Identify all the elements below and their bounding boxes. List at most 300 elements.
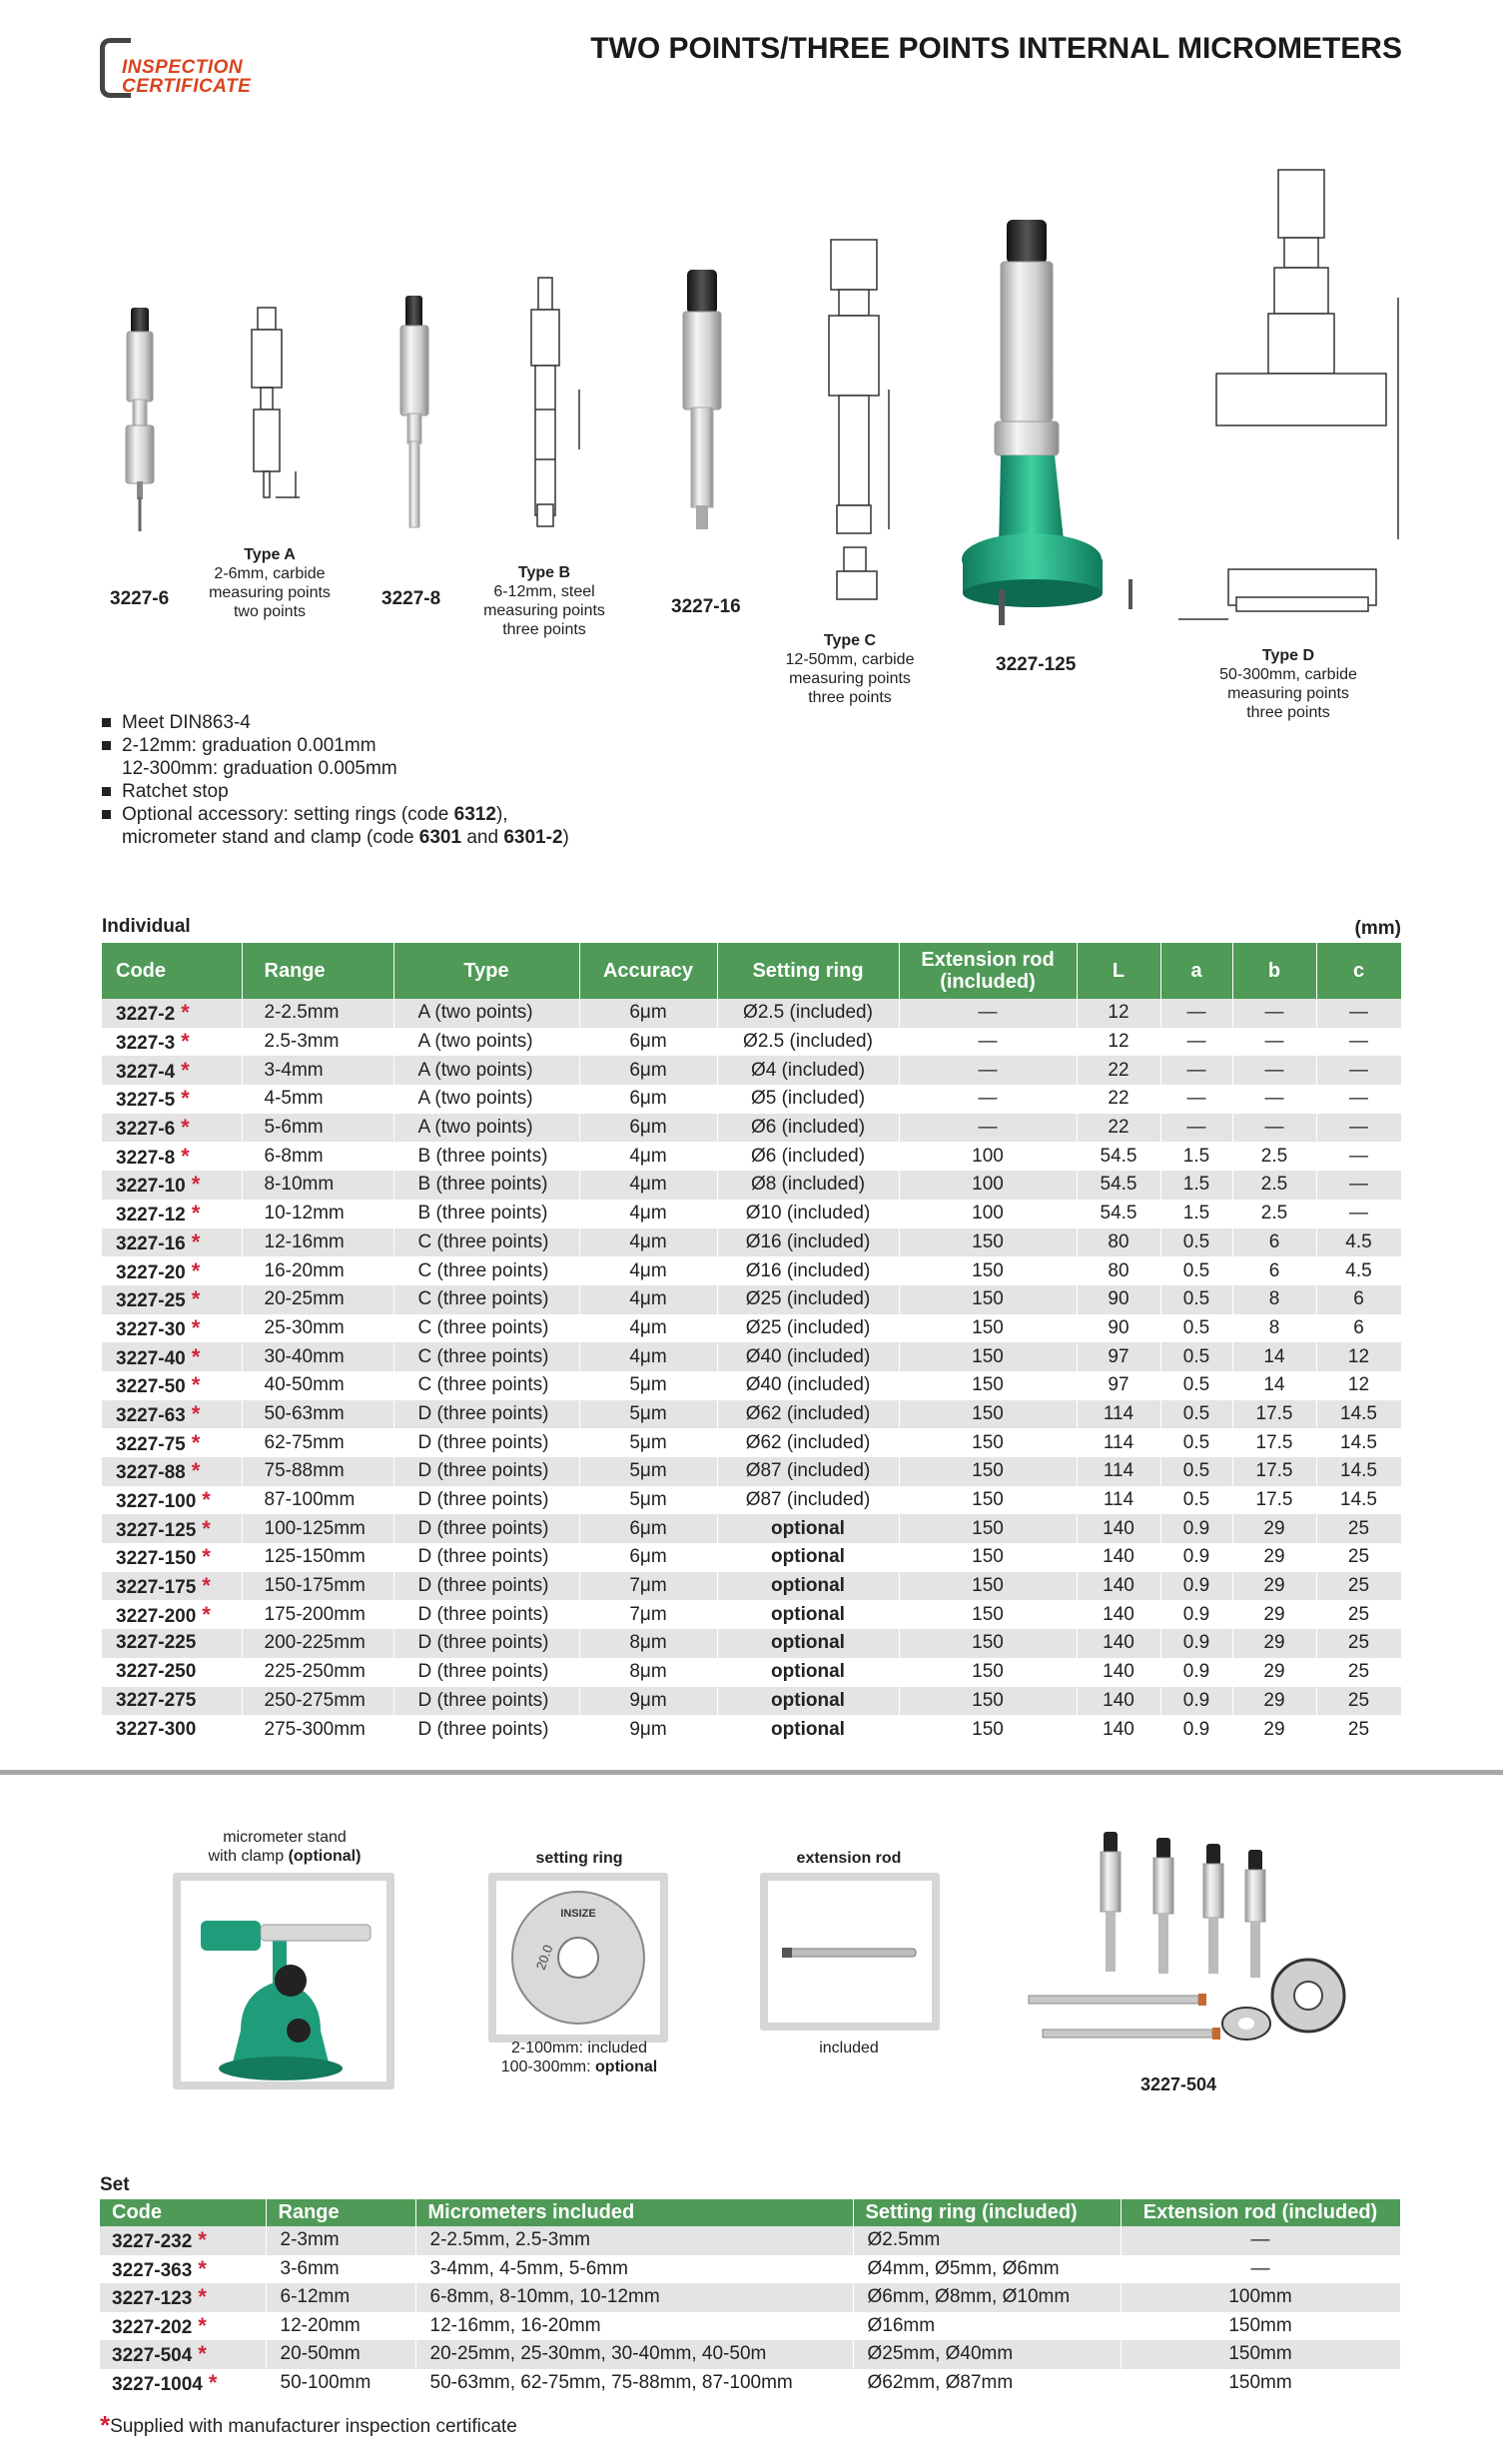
cell-accuracy: 6μm — [579, 1085, 717, 1114]
table-row — [102, 1629, 1401, 1658]
type-d-caption: Type D 50-300mm, carbide measuring points three points — [1219, 647, 1357, 721]
product-code-3227-16: 3227-16 — [671, 596, 741, 617]
cell-c: 14.5 — [1316, 1486, 1401, 1515]
logo-line1: INSPECTION — [122, 57, 244, 78]
cell-extension-rod: 100 — [899, 1200, 1077, 1229]
cell-code: 3227-20 * — [102, 1256, 242, 1285]
set-cell-extension-rod: 150mm — [1121, 2312, 1400, 2341]
cell-l: 140 — [1077, 1572, 1160, 1601]
cell-l: 97 — [1077, 1342, 1160, 1371]
cell-a: 0.9 — [1160, 1658, 1232, 1687]
cell-a: 0.9 — [1160, 1687, 1232, 1716]
type-b-caption: Type B 6-12mm, steel measuring points three points — [483, 564, 605, 638]
cell-type: A (two points) — [393, 1028, 579, 1057]
set-cell-range: 6-12mm — [266, 2283, 415, 2312]
certificate-star: * — [191, 1229, 201, 1254]
cell-b: 17.5 — [1232, 1486, 1316, 1515]
unit-label: (mm) — [1354, 918, 1401, 939]
cell-accuracy: 4μm — [579, 1229, 717, 1257]
page-title: TWO POINTS/THREE POINTS INTERNAL MICROMETERS — [590, 32, 1402, 65]
set-section-label: Set — [100, 2174, 130, 2195]
certificate-star: * — [208, 2369, 218, 2395]
cell-code: 3227-6 * — [102, 1114, 242, 1143]
feature-item: Meet DIN863-4 — [100, 711, 569, 734]
col-header-extension-rod: Extension rod (included) — [899, 943, 1077, 999]
certificate-star: * — [191, 1400, 201, 1426]
cell-accuracy: 4μm — [579, 1314, 717, 1343]
certificate-star: * — [191, 1286, 201, 1312]
cell-accuracy: 4μm — [579, 1171, 717, 1200]
cell-a: 0.9 — [1160, 1715, 1232, 1744]
cell-code: 3227-8 * — [102, 1142, 242, 1171]
certificate-star: * — [181, 1029, 190, 1055]
cell-c: 4.5 — [1316, 1229, 1401, 1257]
cell-range: 8-10mm — [242, 1171, 393, 1200]
cell-range: 5-6mm — [242, 1114, 393, 1143]
cell-c: 25 — [1316, 1572, 1401, 1601]
feature-list — [100, 711, 569, 849]
cell-range: 6-8mm — [242, 1142, 393, 1171]
cell-l: 54.5 — [1077, 1142, 1160, 1171]
micrometer-stand-image — [181, 1881, 386, 2081]
cell-accuracy: 6μm — [579, 1514, 717, 1543]
certificate-star: * — [198, 2255, 207, 2281]
cell-setting-ring: Ø87 (included) — [717, 1457, 899, 1486]
set-cell-setting-ring: Ø62mm, Ø87mm — [853, 2369, 1121, 2398]
type-a-caption: Type A 2-6mm, carbide measuring points two points — [209, 546, 331, 620]
cell-l: 90 — [1077, 1314, 1160, 1343]
cell-type: C (three points) — [393, 1342, 579, 1371]
cell-c: 25 — [1316, 1543, 1401, 1572]
set-cell-range: 50-100mm — [266, 2369, 415, 2398]
certificate-star: * — [198, 2341, 207, 2367]
col-header-b: b — [1232, 943, 1316, 999]
cell-l: 140 — [1077, 1543, 1160, 1572]
cell-type: B (three points) — [393, 1171, 579, 1200]
certificate-star: * — [202, 1544, 211, 1570]
type-b-drawing — [531, 278, 579, 526]
set-cell-range: 3-6mm — [266, 2255, 415, 2284]
cell-extension-rod: — — [899, 1114, 1077, 1143]
cell-extension-rod: — — [899, 1056, 1077, 1085]
table-row — [102, 1715, 1401, 1744]
cell-extension-rod: — — [899, 1085, 1077, 1114]
certificate-star: * — [181, 1115, 190, 1141]
cell-c: 25 — [1316, 1629, 1401, 1658]
cell-l: 12 — [1077, 1028, 1160, 1057]
certificate-star: * — [191, 1172, 201, 1198]
table-row — [102, 1028, 1401, 1057]
set-table — [100, 2199, 1401, 2397]
table-row — [102, 1658, 1401, 1687]
cell-code: 3227-200 * — [102, 1600, 242, 1629]
cell-range: 75-88mm — [242, 1457, 393, 1486]
cell-l: 140 — [1077, 1629, 1160, 1658]
set-col-header-micrometers: Micrometers included — [415, 2199, 853, 2226]
cell-type: C (three points) — [393, 1256, 579, 1285]
cell-setting-ring: optional — [717, 1514, 899, 1543]
table-row — [102, 1457, 1401, 1486]
cell-l: 140 — [1077, 1514, 1160, 1543]
cell-a: 0.5 — [1160, 1428, 1232, 1457]
cell-range: 275-300mm — [242, 1715, 393, 1744]
col-header-type: Type — [393, 943, 579, 999]
cell-b: 17.5 — [1232, 1457, 1316, 1486]
col-header-accuracy: Accuracy — [579, 943, 717, 999]
table-row — [102, 1285, 1401, 1314]
cell-extension-rod: — — [899, 999, 1077, 1028]
cell-accuracy: 4μm — [579, 1256, 717, 1285]
certificate-star: * — [181, 1143, 190, 1169]
cell-setting-ring: Ø25 (included) — [717, 1285, 899, 1314]
set-col-header-code: Code — [100, 2199, 266, 2226]
product-code-3227-6: 3227-6 — [110, 588, 170, 609]
certificate-star: * — [181, 1057, 190, 1083]
cell-l: 114 — [1077, 1457, 1160, 1486]
cell-extension-rod: 150 — [899, 1629, 1077, 1658]
footnote-text: Supplied with manufacturer inspection certificate — [110, 2416, 517, 2437]
cell-type: D (three points) — [393, 1428, 579, 1457]
cell-setting-ring: optional — [717, 1600, 899, 1629]
table-row — [102, 1514, 1401, 1543]
ring-size-text: 20.0 — [532, 1943, 556, 1973]
cell-range: 4-5mm — [242, 1085, 393, 1114]
cell-code: 3227-5 * — [102, 1085, 242, 1114]
cell-code: 3227-175 * — [102, 1572, 242, 1601]
cell-c: 12 — [1316, 1371, 1401, 1400]
product-code-3227-8: 3227-8 — [381, 588, 441, 609]
footnote-star: * — [100, 2410, 111, 2440]
set-table-row — [100, 2283, 1400, 2312]
cell-type: D (three points) — [393, 1629, 579, 1658]
cell-range: 175-200mm — [242, 1600, 393, 1629]
cell-b: 17.5 — [1232, 1428, 1316, 1457]
cell-range: 2-2.5mm — [242, 999, 393, 1028]
cell-extension-rod: 100 — [899, 1142, 1077, 1171]
cell-l: 54.5 — [1077, 1200, 1160, 1229]
cell-accuracy: 6μm — [579, 1114, 717, 1143]
cell-range: 30-40mm — [242, 1342, 393, 1371]
cell-a: 1.5 — [1160, 1171, 1232, 1200]
table-row — [102, 1171, 1401, 1200]
set-image-code: 3227-504 — [1140, 2074, 1217, 2094]
table-row — [102, 1486, 1401, 1515]
cell-a: 0.5 — [1160, 1256, 1232, 1285]
col-header-code: Code — [102, 943, 242, 999]
cell-range: 125-150mm — [242, 1543, 393, 1572]
cell-accuracy: 4μm — [579, 1142, 717, 1171]
cell-accuracy: 8μm — [579, 1629, 717, 1658]
cell-accuracy: 5μm — [579, 1371, 717, 1400]
cell-a: — — [1160, 1028, 1232, 1057]
table-row — [102, 1314, 1401, 1343]
set-cell-code: 3227-504 * — [100, 2340, 266, 2369]
cell-b: 29 — [1232, 1629, 1316, 1658]
cell-code: 3227-12 * — [102, 1200, 242, 1229]
cell-range: 3-4mm — [242, 1056, 393, 1085]
cell-extension-rod: 150 — [899, 1486, 1077, 1515]
cell-range: 10-12mm — [242, 1200, 393, 1229]
cell-range: 100-125mm — [242, 1514, 393, 1543]
cell-range: 250-275mm — [242, 1687, 393, 1716]
cell-range: 62-75mm — [242, 1428, 393, 1457]
setting-ring-title: setting ring — [535, 1850, 623, 1867]
cell-code: 3227-40 * — [102, 1342, 242, 1371]
cell-setting-ring: Ø6 (included) — [717, 1142, 899, 1171]
cell-accuracy: 5μm — [579, 1400, 717, 1429]
individual-section-label: Individual — [102, 916, 191, 937]
cell-a: 0.5 — [1160, 1371, 1232, 1400]
cell-b: 29 — [1232, 1514, 1316, 1543]
setting-ring-caption: 2-100mm: included 100-300mm: optional — [500, 2040, 658, 2075]
col-header-a: a — [1160, 943, 1232, 999]
cell-code: 3227-50 * — [102, 1371, 242, 1400]
cell-setting-ring: Ø87 (included) — [717, 1486, 899, 1515]
cell-type: B (three points) — [393, 1200, 579, 1229]
table-row — [102, 1142, 1401, 1171]
cell-extension-rod: 150 — [899, 1543, 1077, 1572]
cell-b: 2.5 — [1232, 1142, 1316, 1171]
cell-setting-ring: Ø2.5 (included) — [717, 1028, 899, 1057]
set-table-row — [100, 2340, 1400, 2369]
cell-extension-rod: 100 — [899, 1171, 1077, 1200]
extension-rod-caption: included — [819, 2040, 879, 2056]
cell-a: 1.5 — [1160, 1200, 1232, 1229]
cell-range: 150-175mm — [242, 1572, 393, 1601]
cell-c: 25 — [1316, 1600, 1401, 1629]
cell-type: D (three points) — [393, 1658, 579, 1687]
cell-accuracy: 5μm — [579, 1457, 717, 1486]
cell-code: 3227-100 * — [102, 1486, 242, 1515]
cell-l: 140 — [1077, 1600, 1160, 1629]
cell-code: 3227-63 * — [102, 1400, 242, 1429]
cell-accuracy: 8μm — [579, 1658, 717, 1687]
cell-type: D (three points) — [393, 1400, 579, 1429]
certificate-star: * — [202, 1515, 211, 1541]
logo-line2: CERTIFICATE — [122, 76, 252, 97]
cell-extension-rod: 150 — [899, 1285, 1077, 1314]
cell-code: 3227-2 * — [102, 999, 242, 1028]
cell-setting-ring: Ø8 (included) — [717, 1171, 899, 1200]
cell-type: A (two points) — [393, 1114, 579, 1143]
cell-c: — — [1316, 1028, 1401, 1057]
cell-a: 0.9 — [1160, 1543, 1232, 1572]
set-table-row — [100, 2226, 1400, 2255]
cell-range: 40-50mm — [242, 1371, 393, 1400]
set-cell-range: 2-3mm — [266, 2226, 415, 2255]
cell-type: D (three points) — [393, 1715, 579, 1744]
cell-b: 2.5 — [1232, 1200, 1316, 1229]
cell-extension-rod: 150 — [899, 1428, 1077, 1457]
cell-l: 114 — [1077, 1486, 1160, 1515]
certificate-star: * — [198, 2284, 207, 2310]
set-3227-504-image — [1009, 1828, 1368, 2067]
product-illustrations — [0, 160, 1503, 719]
cell-extension-rod: 150 — [899, 1400, 1077, 1429]
set-cell-code: 3227-363 * — [100, 2255, 266, 2284]
set-cell-code: 3227-1004 * — [100, 2369, 266, 2398]
cell-code: 3227-25 * — [102, 1285, 242, 1314]
col-header-l: L — [1077, 943, 1160, 999]
cell-code: 3227-150 * — [102, 1543, 242, 1572]
cell-setting-ring: optional — [717, 1543, 899, 1572]
stand-image-box — [173, 1873, 394, 2089]
certificate-star: * — [202, 1487, 211, 1513]
cell-l: 22 — [1077, 1085, 1160, 1114]
cell-extension-rod: 150 — [899, 1687, 1077, 1716]
cell-c: 14.5 — [1316, 1428, 1401, 1457]
cell-range: 50-63mm — [242, 1400, 393, 1429]
cell-extension-rod: 150 — [899, 1342, 1077, 1371]
cell-setting-ring: optional — [717, 1629, 899, 1658]
cell-code: 3227-275 — [102, 1687, 242, 1716]
cell-a: — — [1160, 1114, 1232, 1143]
cell-a: 0.5 — [1160, 1285, 1232, 1314]
set-cell-micrometers: 6-8mm, 8-10mm, 10-12mm — [415, 2283, 853, 2312]
cell-range: 87-100mm — [242, 1486, 393, 1515]
cell-setting-ring: optional — [717, 1658, 899, 1687]
certificate-star: * — [191, 1314, 201, 1340]
cell-extension-rod: 150 — [899, 1229, 1077, 1257]
cell-a: 0.9 — [1160, 1572, 1232, 1601]
cell-a: 1.5 — [1160, 1142, 1232, 1171]
cell-a: 0.5 — [1160, 1342, 1232, 1371]
cell-type: A (two points) — [393, 1056, 579, 1085]
table-row — [102, 1056, 1401, 1085]
cell-setting-ring: Ø40 (included) — [717, 1371, 899, 1400]
cell-b: 29 — [1232, 1687, 1316, 1716]
cell-b: 6 — [1232, 1256, 1316, 1285]
cell-accuracy: 4μm — [579, 1285, 717, 1314]
cell-type: D (three points) — [393, 1514, 579, 1543]
cell-l: 54.5 — [1077, 1171, 1160, 1200]
cell-a: — — [1160, 1085, 1232, 1114]
cell-b: 14 — [1232, 1371, 1316, 1400]
cell-b: 8 — [1232, 1314, 1316, 1343]
set-cell-extension-rod: — — [1121, 2226, 1400, 2255]
cell-setting-ring: Ø62 (included) — [717, 1428, 899, 1457]
micrometer-3227-6-image — [126, 308, 154, 531]
cell-code: 3227-4 * — [102, 1056, 242, 1085]
cell-code: 3227-30 * — [102, 1314, 242, 1343]
set-cell-setting-ring: Ø6mm, Ø8mm, Ø10mm — [853, 2283, 1121, 2312]
type-c-caption: Type C 12-50mm, carbide measuring points three points — [785, 632, 915, 706]
cell-range: 225-250mm — [242, 1658, 393, 1687]
set-cell-range: 12-20mm — [266, 2312, 415, 2341]
certificate-star: * — [191, 1429, 201, 1455]
set-cell-extension-rod: 150mm — [1121, 2340, 1400, 2369]
cell-b: 17.5 — [1232, 1400, 1316, 1429]
certificate-star: * — [191, 1372, 201, 1398]
cell-type: D (three points) — [393, 1457, 579, 1486]
type-d-drawing — [1178, 170, 1398, 619]
set-cell-extension-rod: 100mm — [1121, 2283, 1400, 2312]
table-row — [102, 1085, 1401, 1114]
col-header-c: c — [1316, 943, 1401, 999]
cell-l: 114 — [1077, 1400, 1160, 1429]
cell-setting-ring: Ø10 (included) — [717, 1200, 899, 1229]
cell-setting-ring: optional — [717, 1715, 899, 1744]
certificate-star: * — [191, 1201, 201, 1227]
certificate-star: * — [181, 1000, 190, 1026]
set-col-header-range: Range — [266, 2199, 415, 2226]
feature-item: Optional accessory: setting rings (code 6312), — [100, 803, 569, 826]
cell-type: D (three points) — [393, 1687, 579, 1716]
cell-a: 0.5 — [1160, 1400, 1232, 1429]
set-cell-code: 3227-232 * — [100, 2226, 266, 2255]
cell-c: 25 — [1316, 1514, 1401, 1543]
cell-setting-ring: Ø62 (included) — [717, 1400, 899, 1429]
setting-ring-image — [496, 1881, 660, 2035]
set-table-row — [100, 2312, 1400, 2341]
cell-c: — — [1316, 1056, 1401, 1085]
cell-extension-rod: 150 — [899, 1514, 1077, 1543]
table-row — [102, 1256, 1401, 1285]
set-cell-setting-ring: Ø4mm, Ø5mm, Ø6mm — [853, 2255, 1121, 2284]
cell-type: D (three points) — [393, 1543, 579, 1572]
cell-range: 12-16mm — [242, 1229, 393, 1257]
cell-accuracy: 4μm — [579, 1200, 717, 1229]
certificate-star: * — [191, 1343, 201, 1369]
cell-c: 25 — [1316, 1687, 1401, 1716]
cell-accuracy: 5μm — [579, 1428, 717, 1457]
cell-a: 0.5 — [1160, 1486, 1232, 1515]
cell-l: 140 — [1077, 1715, 1160, 1744]
table-row — [102, 1200, 1401, 1229]
cell-c: 6 — [1316, 1285, 1401, 1314]
cell-b: 8 — [1232, 1285, 1316, 1314]
cell-extension-rod: 150 — [899, 1457, 1077, 1486]
cell-accuracy: 5μm — [579, 1486, 717, 1515]
cell-c: 25 — [1316, 1715, 1401, 1744]
cell-code: 3227-88 * — [102, 1457, 242, 1486]
extension-rod-image — [768, 1881, 932, 2023]
certificate-star: * — [191, 1458, 201, 1484]
cell-accuracy: 9μm — [579, 1687, 717, 1716]
product-code-3227-125: 3227-125 — [996, 654, 1077, 675]
cell-l: 90 — [1077, 1285, 1160, 1314]
cell-c: — — [1316, 1200, 1401, 1229]
cell-code: 3227-250 — [102, 1658, 242, 1687]
feature-item-continued: micrometer stand and clamp (code 6301 and 6301-2) — [122, 827, 569, 848]
ring-brand-text: INSIZE — [560, 1908, 596, 1920]
cell-c: 14.5 — [1316, 1457, 1401, 1486]
cell-b: — — [1232, 1085, 1316, 1114]
cell-setting-ring: Ø6 (included) — [717, 1114, 899, 1143]
setting-ring-image-box — [488, 1873, 668, 2043]
cell-c: — — [1316, 1142, 1401, 1171]
set-cell-extension-rod: 150mm — [1121, 2369, 1400, 2398]
certificate-star: * — [202, 1601, 211, 1627]
cell-a: 0.5 — [1160, 1229, 1232, 1257]
cell-l: 22 — [1077, 1114, 1160, 1143]
feature-item-continued: 12-300mm: graduation 0.005mm — [122, 758, 397, 779]
cell-accuracy: 6μm — [579, 1543, 717, 1572]
cell-type: C (three points) — [393, 1371, 579, 1400]
cell-c: — — [1316, 999, 1401, 1028]
cell-b: — — [1232, 1114, 1316, 1143]
table-row — [102, 1687, 1401, 1716]
cell-c: — — [1316, 1085, 1401, 1114]
cell-a: 0.9 — [1160, 1629, 1232, 1658]
extension-rod-image-box — [760, 1873, 940, 2031]
table-row — [102, 1400, 1401, 1429]
cell-setting-ring: optional — [717, 1687, 899, 1716]
set-cell-micrometers: 50-63mm, 62-75mm, 75-88mm, 87-100mm — [415, 2369, 853, 2398]
cell-extension-rod: 150 — [899, 1371, 1077, 1400]
feature-item: Ratchet stop — [100, 780, 569, 803]
cell-range: 200-225mm — [242, 1629, 393, 1658]
